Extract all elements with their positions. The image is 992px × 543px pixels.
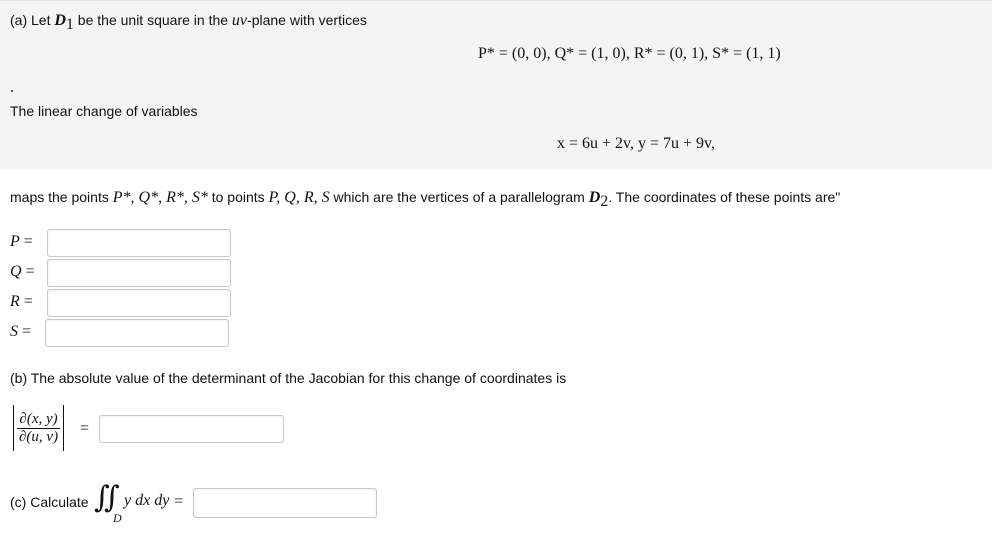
maps-sentence (10, 189, 841, 210)
q-label: Q = (10, 263, 35, 280)
part-b-text: (b) The absolute value of the determinant of the Jacobian for this change of coordinates is (10, 370, 567, 386)
maps-points-star: P*, Q*, R*, S* (112, 189, 208, 206)
s-answer-input[interactable] (45, 319, 229, 347)
d1-subscript: 1 (65, 15, 74, 33)
p-label: P = (10, 233, 33, 250)
maps-suffix-post: . The coordinates of these points are" (608, 189, 841, 205)
transform-equation: x = 6u + 2v, y = 7u + 9v, (557, 135, 716, 152)
answer-panel (0, 169, 992, 543)
part-c-label: (c) Calculate (10, 494, 89, 510)
integral-region: D (113, 511, 122, 525)
maps-mid: to points (207, 189, 269, 205)
p-answer-input[interactable] (47, 229, 231, 257)
plane-variables: uv (231, 12, 248, 29)
stray-dot (11, 90, 13, 92)
jacobian-equals: = (80, 420, 90, 437)
integral-equals: = (174, 493, 184, 510)
d2-subscript: 2 (600, 192, 609, 210)
vertices-equation: P* = (0, 0), Q* = (1, 0), R* = (0, 1), S* = (1, 1) (478, 45, 781, 62)
jacobian-answer-input[interactable] (99, 415, 284, 443)
linear-change-label: The linear change of variables (10, 103, 198, 119)
jacobian-expression (10, 405, 67, 451)
integral-answer-input[interactable] (193, 488, 377, 518)
part-a-intro-mid: be the unit square in the (73, 12, 232, 28)
jacobian-denominator: ∂(u, v) (19, 428, 59, 445)
integrand: y dx dy (124, 492, 170, 509)
part-a-intro-suffix: -plane with vertices (247, 12, 367, 28)
q-answer-input[interactable] (47, 259, 231, 287)
jacobian-numerator: ∂(x, y) (19, 410, 58, 427)
s-label: S = (10, 323, 32, 340)
d2-symbol: D (588, 189, 601, 206)
r-label: R = (10, 293, 33, 310)
double-integral-icon: ∬ (94, 481, 120, 514)
maps-points: P, Q, R, S (268, 189, 330, 206)
part-a-intro (10, 12, 367, 33)
r-answer-input[interactable] (47, 289, 231, 317)
d1-symbol: D (54, 12, 66, 29)
part-a-intro-prefix: (a) Let (10, 12, 55, 28)
maps-prefix: maps the points (10, 189, 113, 205)
maps-suffix-pre: which are the vertices of a parallelogram (329, 189, 589, 205)
